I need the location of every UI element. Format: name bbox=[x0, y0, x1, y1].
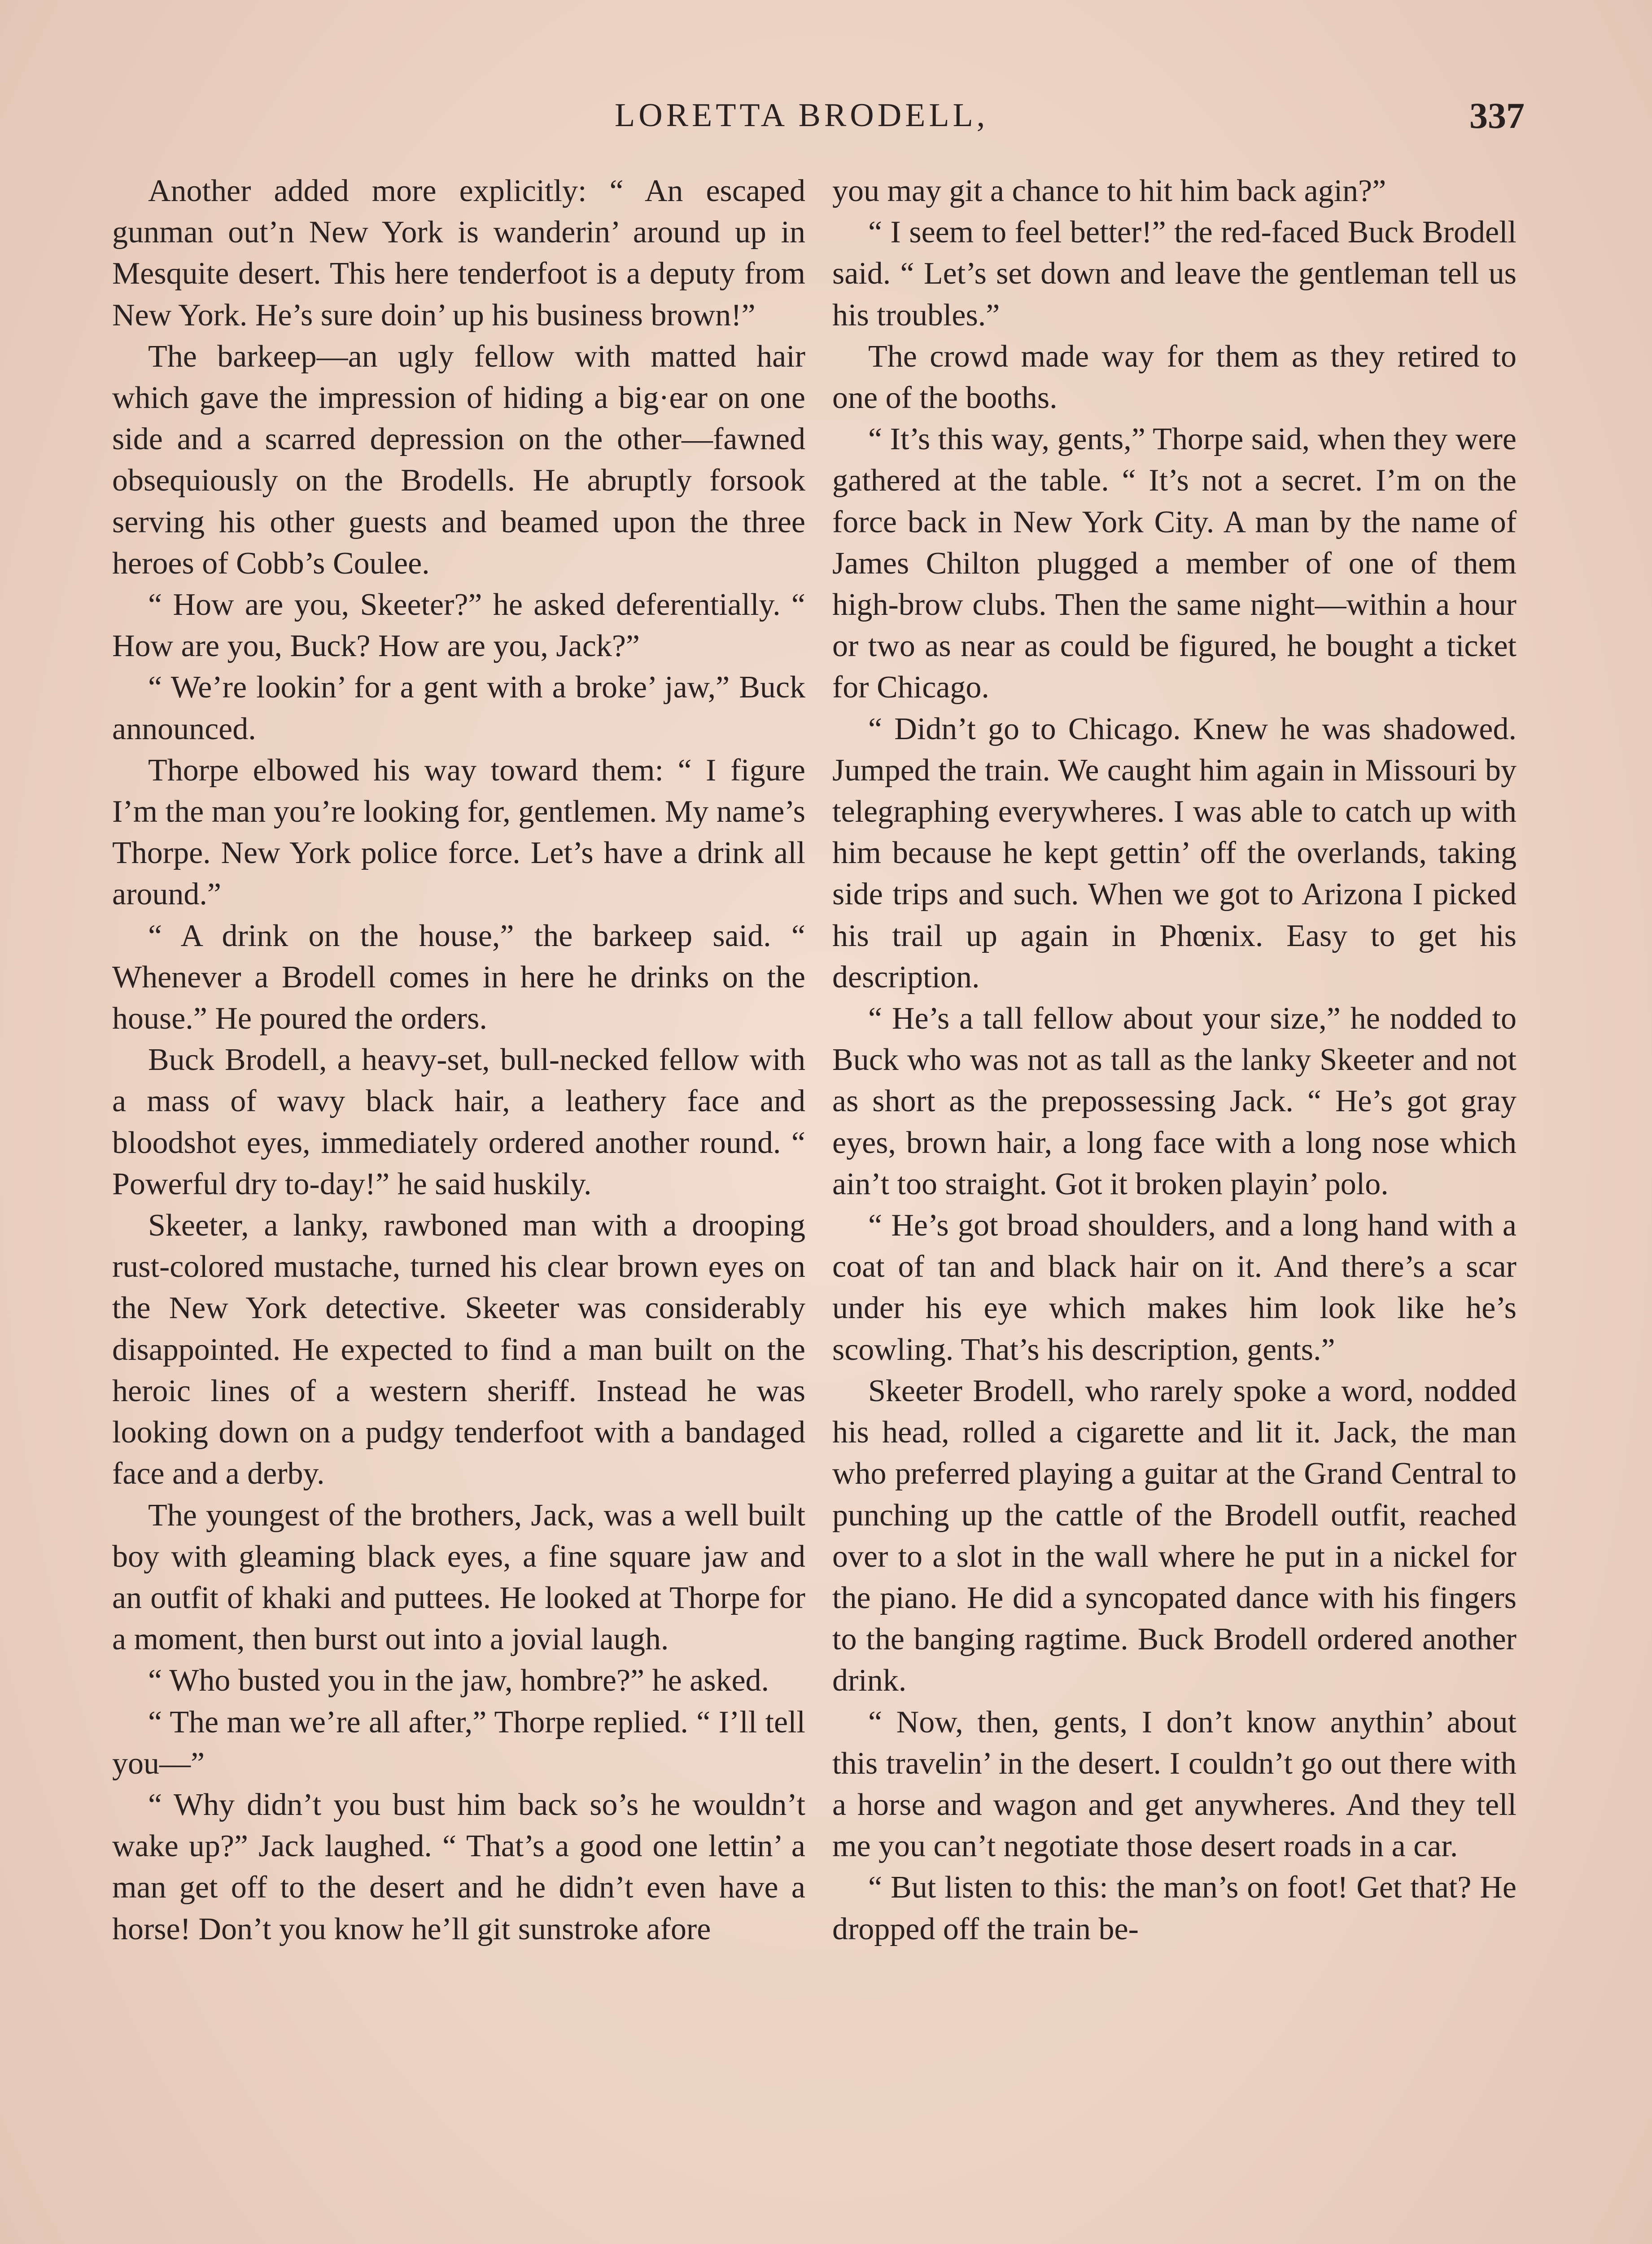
paragraph: “ He’s a tall fellow about your size,” he nodded to Buck who was not as tall as the lanky Skeeter and not as short as the prepossessing Jack. “ He’s got gray eyes, brown hair, a long face with a long nose which ain’t too straight. Got it broken playin’ polo. bbox=[832, 1001, 1517, 1201]
paragraph: “ Why didn’t you bust him back so’s he wouldn’t wake up?” Jack laughed. “ That’s a good one lettin’ a man get off to the desert and he didn’t even have a horse! Don’t you know he’ll git sunstroke afore bbox=[112, 1787, 805, 1946]
paragraph: Skeeter Brodell, who rarely spoke a word, nodded his head, rolled a cigarette and lit it. Jack, the man who preferred playing a guitar at the Grand Central to punching up the cattle of the Brodell outfit, reached over to a slot in the wall where he put in a nickel for the piano. He did a syncopated dance with his fingers to the banging ragtime. Buck Brodell ordered another drink. bbox=[832, 1373, 1517, 1698]
paragraph: “ It’s this way, gents,” Thorpe said, when they were gathered at the table. “ It’s not a secret. I’m on the force back in New York City. A man by the name of James Chilton plugged a member of one of them high-brow clubs. Then the same night—within a hour or two as near as could be figured, he bought a ticket for Chicago. bbox=[832, 422, 1517, 705]
paragraph: “ He’s got broad shoulders, and a long hand with a coat of tan and black hair on it. And there’s a scar under his eye which makes him look like he’s scowling. That’s his description, gents.” bbox=[832, 1208, 1517, 1367]
paragraph: “ Now, then, gents, I don’t know anythin’ about this travelin’ in the desert. I couldn’t go out there with a horse and wagon and get anywheres. And they tell me you can’t negotiate those desert roads in a car. bbox=[832, 1705, 1517, 1864]
paragraph: “ How are you, Skeeter?” he asked deferentially. “ How are you, Buck? How are you, Jack?” bbox=[112, 587, 805, 664]
paragraph: “ Didn’t go to Chicago. Knew he was shadowed. Jumped the train. We caught him again in Missouri by telegraphing everywheres. I was able to catch up with him because he kept gettin’ off the overlands, taking side trips and such. When we got to Arizona I picked his trail up again in Phœnix. Easy to get his description. bbox=[832, 711, 1517, 995]
left-column bbox=[112, 171, 805, 1950]
paragraph: Buck Brodell, a heavy-set, bull-necked fellow with a mass of wavy black hair, a leathery face and bloodshot eyes, immediately ordered another round. “ Powerful dry to-day!” he said huskily. bbox=[112, 1043, 805, 1201]
page-number: 337 bbox=[1469, 95, 1525, 136]
paragraph: The crowd made way for them as they retired to one of the booths. bbox=[832, 339, 1517, 416]
paragraph: “ We’re lookin’ for a gent with a broke’ jaw,” Buck announced. bbox=[112, 670, 805, 746]
paragraph: “ The man we’re all after,” Thorpe replied. “ I’ll tell you—” bbox=[112, 1705, 805, 1781]
running-head bbox=[0, 96, 1652, 146]
right-column bbox=[832, 171, 1517, 1950]
paragraph: “ A drink on the house,” the barkeep said. “ Whenever a Brodell comes in here he drinks on the house.” He poured the orders. bbox=[112, 918, 805, 1036]
paragraph: “ But listen to this: the man’s on foot! Get that? He dropped off the train be- bbox=[832, 1870, 1517, 1946]
paragraph: The barkeep—an ugly fellow with matted hair which gave the impression of hiding a big·ear on one side and a scarred depression on the other—fawned obsequiously on the Brodells. He abruptly forsook serving his other guests and beamed upon the three heroes of Cobb’s Coulee. bbox=[112, 339, 805, 581]
paragraph: “ Who busted you in the jaw, hombre?” he asked. bbox=[148, 1663, 769, 1698]
paragraph: The youngest of the brothers, Jack, was a well built boy with gleaming black eyes, a fine square jaw and an outfit of khaki and puttees. He looked at Thorpe for a moment, then burst out into a jovial laugh. bbox=[112, 1498, 805, 1657]
paragraph-continuation: you may git a chance to hit him back agin?” bbox=[832, 174, 1386, 208]
paragraph: Skeeter, a lanky, rawboned man with a drooping rust-colored mustache, turned his clear brown eyes on the New York detective. Skeeter was considerably disappointed. He expected to find a man built on the heroic lines of a western sheriff. Instead he was looking down on a pudgy tenderfoot with a bandaged face and a derby. bbox=[112, 1208, 805, 1491]
paragraph: Thorpe elbowed his way toward them: “ I figure I’m the man you’re looking for, gentlemen. My name’s Thorpe. New York police force. Let’s have a drink all around.” bbox=[112, 753, 805, 912]
running-head-title: LORETTA BRODELL, bbox=[615, 97, 989, 134]
paragraph: “ I seem to feel better!” the red-faced Buck Brodell said. “ Let’s set down and leave the gentleman tell us his troubles.” bbox=[832, 215, 1517, 333]
paragraph: Another added more explicitly: “ An escaped gunman out’n New York is wanderin’ around up in Mesquite desert. This here tenderfoot is a deputy from New York. He’s sure doin’ up his business brown!” bbox=[112, 174, 805, 333]
